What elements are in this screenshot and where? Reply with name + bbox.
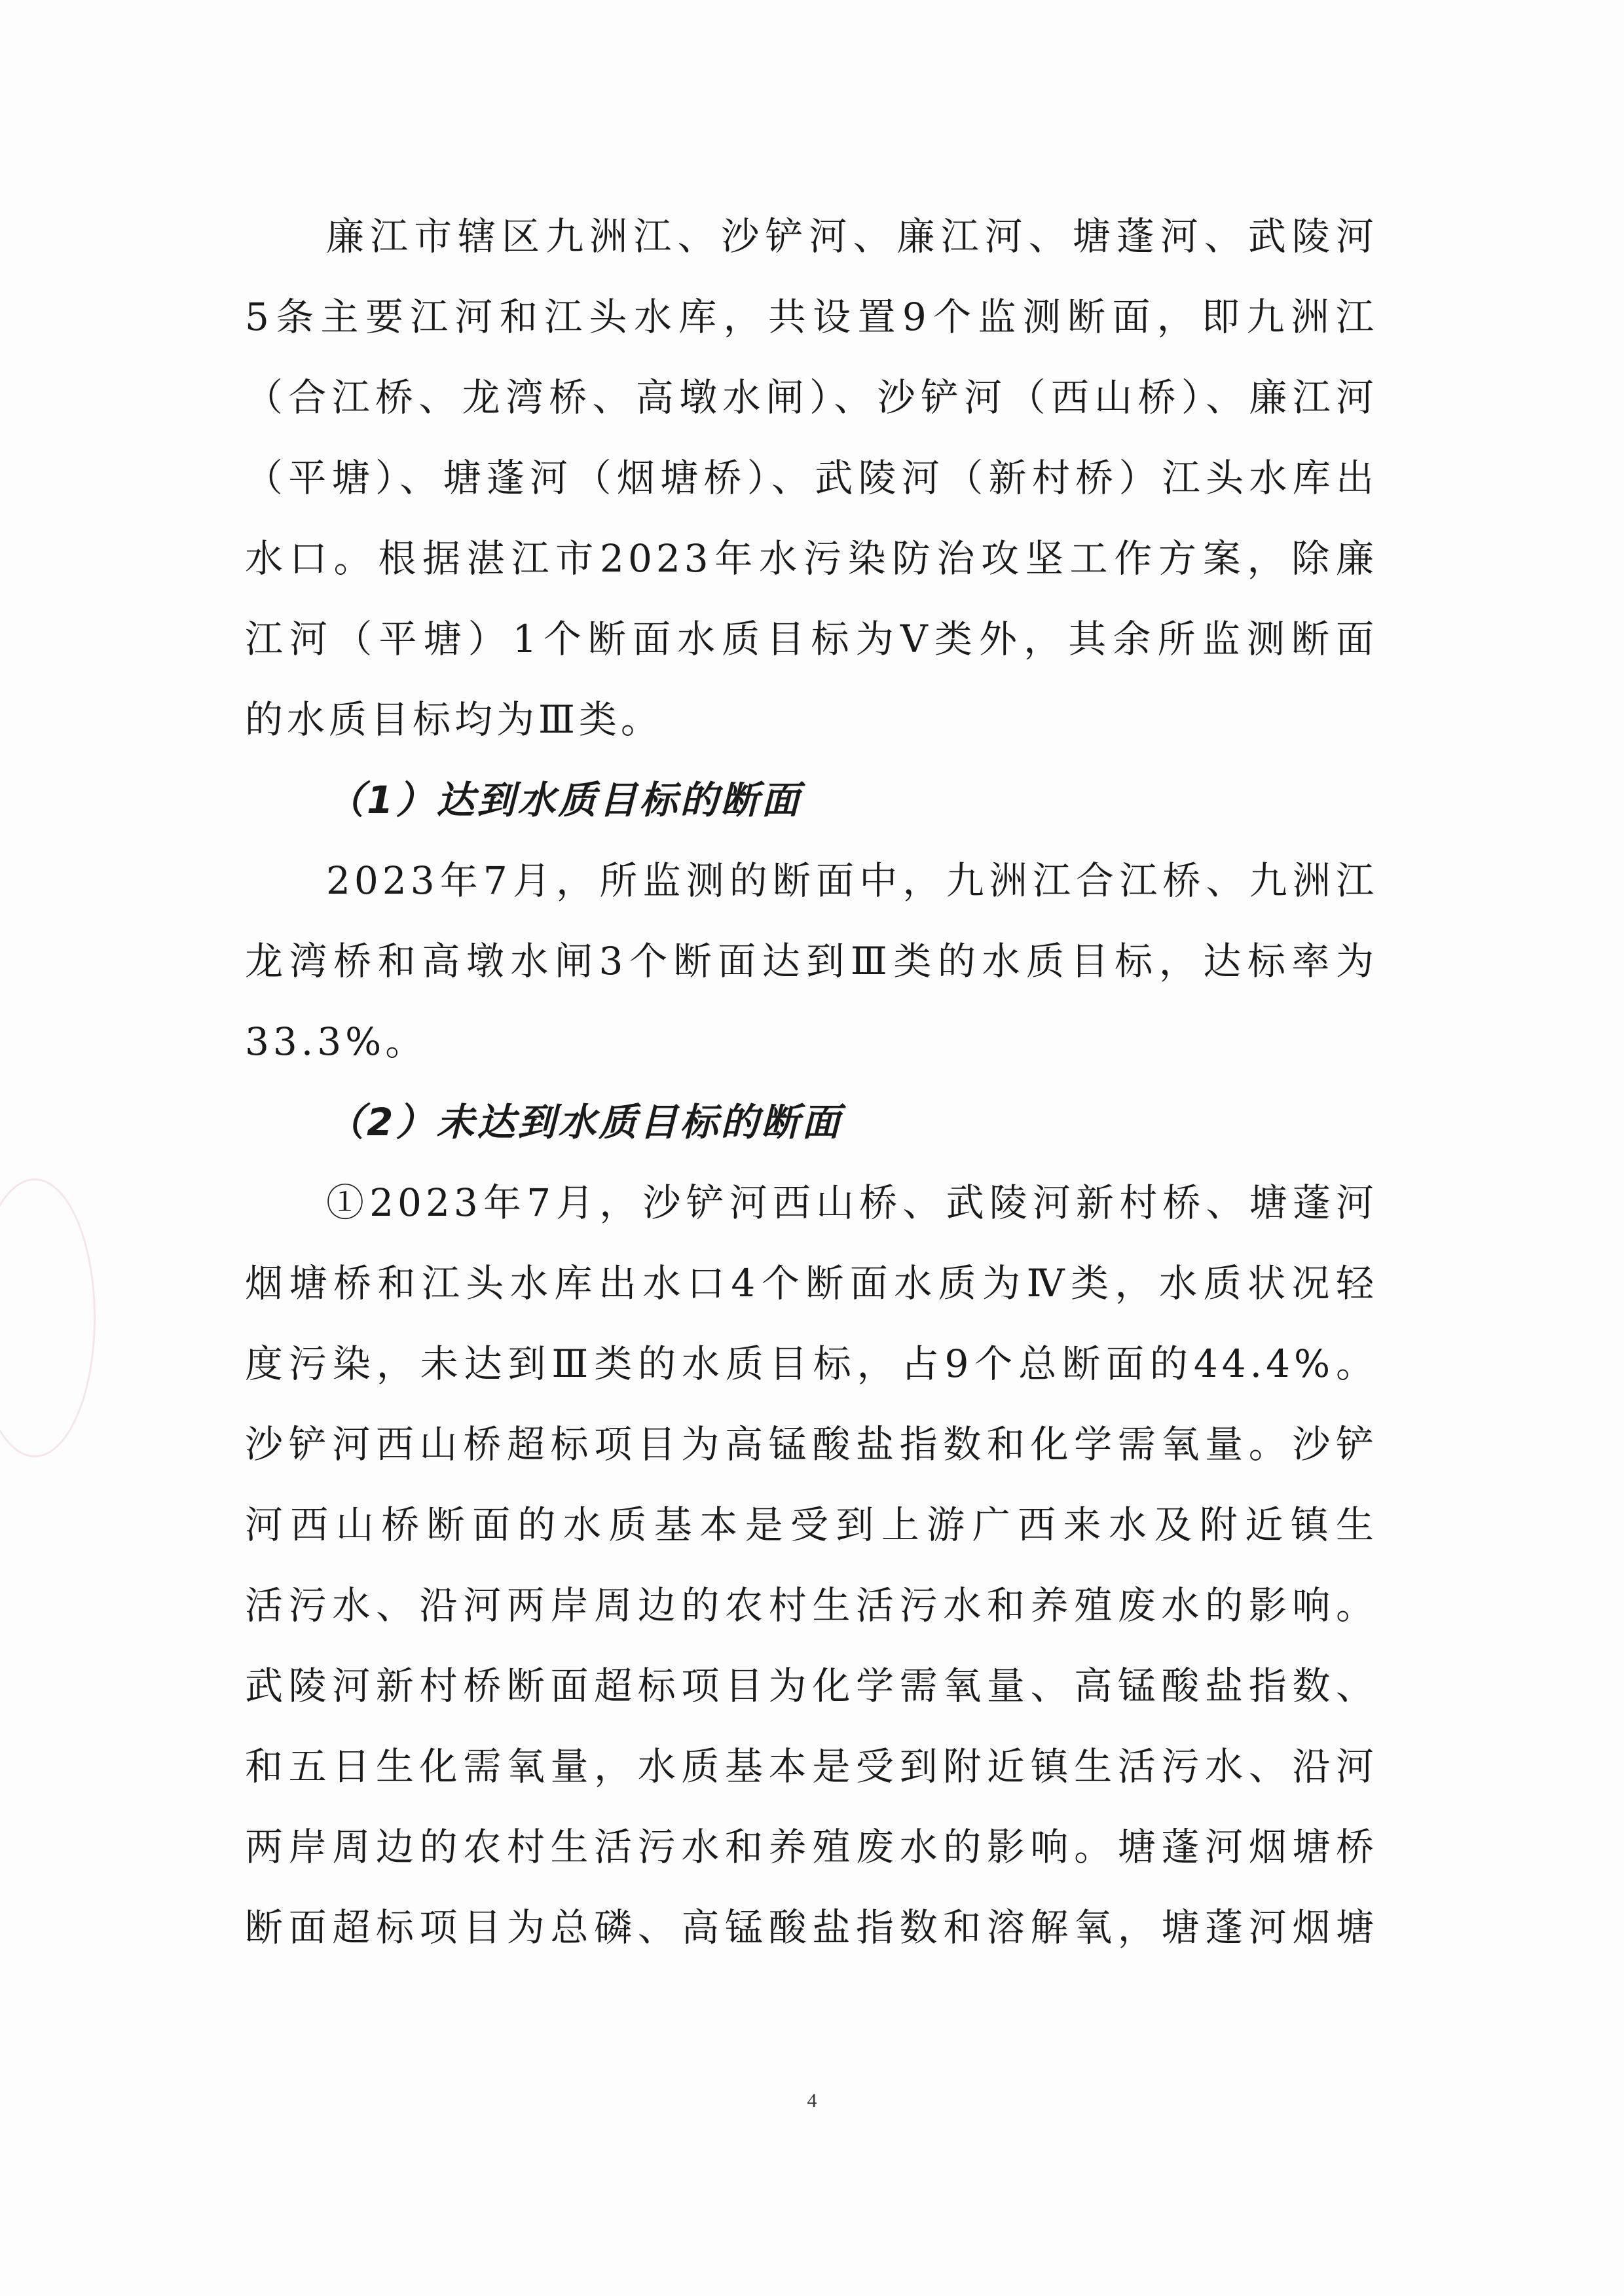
paragraph-line: 和五日生化需氧量，水质基本是受到附近镇生活污水、沿河: [245, 1744, 1378, 1789]
paragraph-line: 33.3%。: [245, 1019, 428, 1064]
paragraph-line: 河西山桥断面的水质基本是受到上游广西来水及附近镇生: [245, 1503, 1378, 1547]
paragraph-line: （平塘）、塘蓬河（烟塘桥）、武陵河（新村桥）江头水库出: [245, 456, 1378, 500]
paragraph-line: 两岸周边的农村生活污水和养殖废水的影响。塘蓬河烟塘桥: [245, 1825, 1378, 1869]
paragraph-line: 龙湾桥和高墩水闸3个断面达到Ⅲ类的水质目标，达标率为: [245, 939, 1378, 983]
page-number: 4: [807, 2090, 817, 2111]
paragraph-line: 度污染，未达到Ⅲ类的水质目标，占9个总断面的44.4%。: [245, 1341, 1378, 1386]
paragraph-line: （合江桥、龙湾桥、高墩水闸）、沙铲河（西山桥）、廉江河: [245, 375, 1378, 420]
section-heading: （2）未达到水质目标的断面: [326, 1100, 843, 1144]
paragraph-line: 断面超标项目为总磷、高锰酸盐指数和溶解氧，塘蓬河烟塘: [245, 1905, 1378, 1950]
paragraph-line: 廉江市辖区九洲江、沙铲河、廉江河、塘蓬河、武陵河: [326, 214, 1378, 259]
section-heading: （1）达到水质目标的断面: [326, 778, 802, 822]
paragraph-line: 江河（平塘）1个断面水质目标为Ⅴ类外，其余所监测断面: [245, 617, 1378, 661]
paragraph-line: 武陵河新村桥断面超标项目为化学需氧量、高锰酸盐指数、: [245, 1664, 1378, 1708]
paragraph-line: 活污水、沿河两岸周边的农村生活污水和养殖废水的影响。: [245, 1583, 1378, 1628]
paragraph-line: 水口。根据湛江市2023年水污染防治攻坚工作方案，除廉: [245, 536, 1378, 581]
paragraph-line: 的水质目标均为Ⅲ类。: [245, 697, 663, 742]
paragraph-line: ①2023年7月，沙铲河西山桥、武陵河新村桥、塘蓬河: [326, 1180, 1378, 1225]
paragraph-line: 5条主要江河和江头水库，共设置9个监测断面，即九洲江: [245, 295, 1378, 339]
paragraph-line: 2023年7月，所监测的断面中，九洲江合江桥、九洲江: [326, 858, 1378, 903]
body-text: [245, 196, 1378, 1968]
paragraph-line: 沙铲河西山桥超标项目为高锰酸盐指数和化学需氧量。沙铲: [245, 1422, 1378, 1467]
faded-seal-stamp: [0, 1178, 96, 1457]
paragraph-line: 烟塘桥和江头水库出水口4个断面水质为Ⅳ类，水质状况轻: [245, 1261, 1378, 1305]
